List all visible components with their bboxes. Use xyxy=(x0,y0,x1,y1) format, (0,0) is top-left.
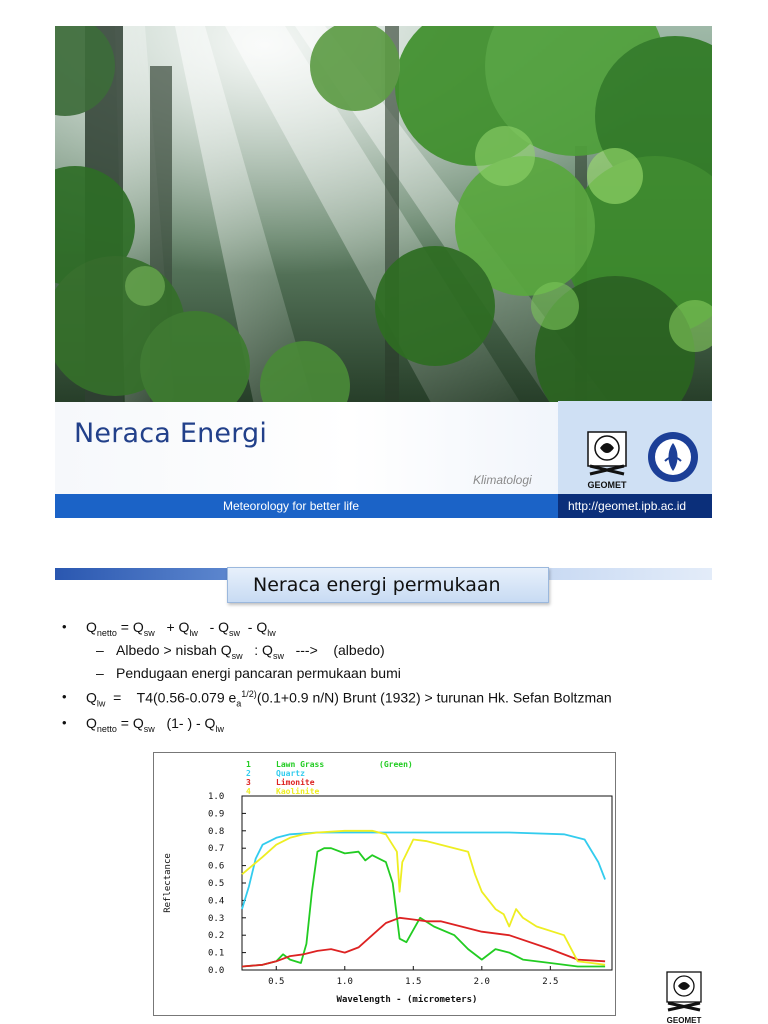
y-tick-label: 0.7 xyxy=(208,844,225,855)
y-tick-label: 0.0 xyxy=(208,966,225,976)
x-tick-label: 1.5 xyxy=(405,977,422,987)
legend-number: 2 xyxy=(246,769,251,778)
y-tick-label: 0.4 xyxy=(208,896,225,907)
title-slide xyxy=(55,26,712,518)
legend-number: 3 xyxy=(246,778,251,787)
y-tick-label: 0.2 xyxy=(208,931,225,942)
legend-label: Limonite xyxy=(276,778,315,787)
legend-number: 4 xyxy=(246,787,251,796)
svg-text:GEOMET: GEOMET xyxy=(587,480,627,490)
forest-photo xyxy=(55,26,712,410)
slide-title: Neraca Energi xyxy=(74,418,268,449)
geomet-logo xyxy=(585,430,629,492)
y-tick-label: 0.3 xyxy=(208,913,225,924)
reflectance-chart-svg xyxy=(154,753,615,1015)
ipb-logo xyxy=(647,431,699,483)
slide2-title: Neraca energi permukaan xyxy=(253,574,501,596)
y-tick-label: 0.6 xyxy=(208,861,225,872)
legend-number: 1 xyxy=(246,760,251,769)
slide-subtitle: Klimatologi xyxy=(473,473,532,487)
x-tick-label: 2.0 xyxy=(473,977,490,987)
legend-label: Lawn Grass xyxy=(276,760,325,769)
legend-label: Quartz xyxy=(276,769,305,778)
legend-note: (Green) xyxy=(379,760,413,769)
y-tick-label: 0.9 xyxy=(208,809,225,820)
svg-text:GEOMET: GEOMET xyxy=(666,1016,702,1024)
footer-tagline: Meteorology for better life xyxy=(223,499,360,513)
y-axis-label: Reflectance xyxy=(163,853,173,913)
reflectance-chart xyxy=(153,752,616,1016)
y-tick-label: 0.8 xyxy=(208,826,225,837)
legend-label: Kaolinite xyxy=(276,787,320,796)
x-tick-label: 1.0 xyxy=(336,977,353,987)
y-tick-label: 0.5 xyxy=(208,879,225,889)
y-tick-label: 1.0 xyxy=(208,792,225,802)
y-tick-label: 0.1 xyxy=(208,948,225,959)
x-tick-label: 2.5 xyxy=(542,977,559,987)
plot-area xyxy=(242,796,612,970)
geomet-mini-logo xyxy=(664,970,704,1024)
x-axis-label: Wavelength - (micrometers) xyxy=(336,995,478,1005)
x-tick-label: 0.5 xyxy=(268,977,285,987)
footer-url[interactable]: http://geomet.ipb.ac.id xyxy=(568,499,687,513)
